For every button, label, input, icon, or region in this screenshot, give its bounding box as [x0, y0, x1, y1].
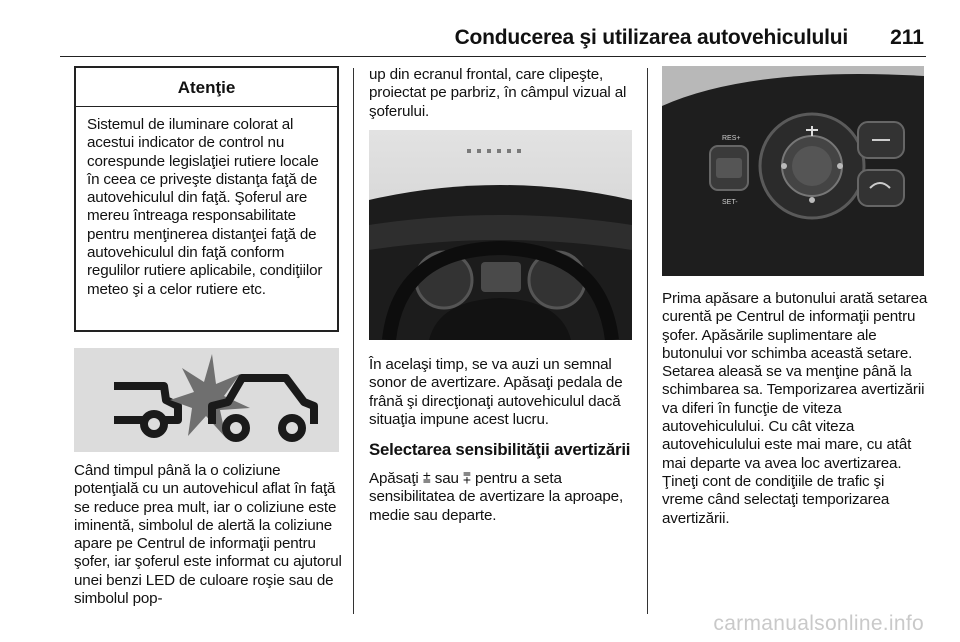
sensitivity-paragraph	[369, 469, 637, 525]
warning-title: Atenţie	[76, 68, 337, 107]
warning-box	[74, 66, 339, 332]
res-label: RES+	[722, 135, 741, 142]
button-press-paragraph: Prima apăsare a butonului arată setarea curentă pe Centrul de informaţii pentru şofer. Apăsările suplimentare ale butonului vor schimba această setare. Setarea aleasă se va menţine până la schimbarea sa. Temporizarea avertizării va diferi în funcţie de viteza autovehiculului. Cu cât viteza autovehiculului este mai mare, cu atât mai departe va avea loc avertizarea. Ţineţi cont de condiţiile de trafic şi vreme când selectaţi temporizarea avertizării.	[662, 290, 928, 527]
page-number: 211	[890, 26, 924, 49]
warning-text: Sistemul de iluminare colorat al acestui indicator de control nu corespunde legislaţiei rutiere locale în ceea ce priveşte distanţa faţă de autovehiculul din faţă. Şoferul are mereu întreaga responsabilitate pentru menţinerea distanţei faţă de autovehiculul din faţă conform regulilor rutiere aplicabile, condiţiilor meteo şi a celor rutiere etc.	[87, 116, 323, 298]
gap-decrease-icon: ⩱	[462, 470, 471, 486]
gap-increase-icon: ⩲	[422, 470, 431, 486]
set-label: SET-	[722, 199, 738, 206]
collision-alert-icon	[74, 348, 339, 452]
steering-wheel-buttons-icon	[662, 66, 924, 276]
hud-paragraph: up din ecranul frontal, care clipeşte, proiectat pe parbriz, în câmpul vizual al şoferului.	[369, 66, 627, 120]
sensitivity-text-1: Apăsaţi	[369, 470, 419, 487]
sensitivity-text-2: sau	[434, 470, 459, 487]
collision-symbol-figure	[74, 348, 339, 452]
section-heading: Selectarea sensibilităţii avertizării	[369, 440, 631, 459]
column-divider-2	[647, 68, 648, 614]
sensitivity-text-3: pentru a seta sensibilitatea de avertizare la aproape, medie sau departe.	[369, 470, 624, 524]
watermark: carmanualsonline.info	[713, 612, 924, 635]
windshield-photo-icon	[369, 130, 632, 340]
windshield-hud-figure	[369, 130, 632, 340]
column-divider-1	[353, 68, 354, 614]
sound-paragraph: În acelaşi timp, se va auzi un semnal sonor de avertizare. Apăsaţi pedala de frână şi direcţionaţi autovehiculul dacă situaţia impune acest lucru.	[369, 356, 623, 428]
collision-paragraph: Când timpul până la o coliziune potenţială cu un autovehicul aflat în faţă se reduce prea mult, iar o coliziune este iminentă, simbolul de alertă la coliziune apare pe Centrul de informaţii pentru şofer, iar şoferul este informat cu ajutorul unei benzi LED de culoare roşie sau de simbolul pop-	[74, 462, 342, 608]
page-title: Conducerea şi utilizarea autovehiculului	[454, 26, 848, 49]
steering-controls-figure	[662, 66, 924, 276]
page-header	[60, 22, 926, 57]
